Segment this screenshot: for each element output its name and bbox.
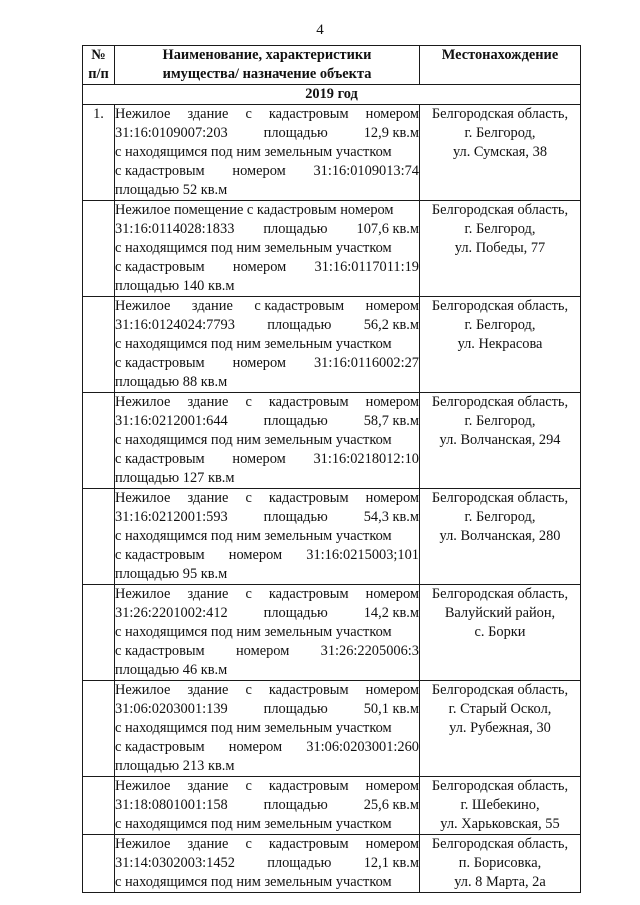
property-location bbox=[420, 201, 581, 297]
description-line: 31:16:0212001:593 площадью 54,3 кв.м bbox=[115, 509, 419, 525]
table-row bbox=[83, 105, 581, 201]
row-number bbox=[83, 681, 115, 777]
property-location bbox=[420, 105, 581, 201]
property-table bbox=[82, 45, 581, 893]
description-line: площадью 213 кв.м bbox=[115, 758, 235, 774]
row-number bbox=[83, 777, 115, 835]
description-line: Нежилое здание с кадастровым номером bbox=[115, 682, 419, 698]
property-description bbox=[115, 681, 420, 777]
location-line: г. Белгород, bbox=[464, 413, 536, 429]
location-line: г. Белгород, bbox=[464, 221, 536, 237]
description-line: 31:18:0801001:158 площадью 25,6 кв.м bbox=[115, 797, 419, 813]
description-line: с находящимся под ним земельным участком bbox=[115, 528, 392, 544]
row-number bbox=[83, 489, 115, 585]
description-line: с кадастровым номером 31:16:0215003;101 bbox=[115, 547, 419, 563]
table-row bbox=[83, 777, 581, 835]
description-line: 31:16:0114028:1833 площадью 107,6 кв.м bbox=[115, 221, 419, 237]
header-number: № п/п bbox=[83, 46, 115, 85]
location-line: Белгородская область, bbox=[431, 106, 569, 122]
description-line: с находящимся под ним земельным участком bbox=[115, 624, 392, 640]
property-description bbox=[115, 393, 420, 489]
location-line: Белгородская область, bbox=[431, 836, 569, 852]
description-line: площадью 52 кв.м bbox=[115, 182, 228, 198]
location-line: Белгородская область, bbox=[431, 394, 569, 410]
property-description bbox=[115, 201, 420, 297]
property-description bbox=[115, 585, 420, 681]
property-location bbox=[420, 835, 581, 893]
property-location bbox=[420, 393, 581, 489]
location-line: Белгородская область, bbox=[431, 490, 569, 506]
table-header-row bbox=[83, 46, 581, 85]
property-location bbox=[420, 777, 581, 835]
property-location bbox=[420, 297, 581, 393]
description-line: Нежилое здание с кадастровым номером bbox=[115, 836, 419, 852]
location-line: ул. Победы, 77 bbox=[454, 240, 546, 256]
row-number: 1. bbox=[83, 105, 115, 201]
description-line: с находящимся под ним земельным участком bbox=[115, 816, 392, 832]
description-line: Нежилое здание с кадастровым номером bbox=[115, 778, 419, 794]
header-name: Наименование, характеристики имущества/ назначение объекта bbox=[115, 46, 420, 85]
location-line: ул. Некрасова bbox=[457, 336, 543, 352]
description-line: с находящимся под ним земельным участком bbox=[115, 144, 392, 160]
description-line: с находящимся под ним земельным участком bbox=[115, 720, 392, 736]
row-number bbox=[83, 201, 115, 297]
location-line: ул. Рубежная, 30 bbox=[449, 720, 551, 736]
description-line: с кадастровым номером 31:16:0109013:74 bbox=[115, 163, 419, 179]
location-line: Белгородская область, bbox=[431, 682, 569, 698]
location-line: Белгородская область, bbox=[431, 298, 569, 314]
year-row bbox=[83, 85, 581, 105]
location-line: с. Борки bbox=[474, 624, 526, 640]
location-line: Белгородская область, bbox=[431, 202, 569, 218]
table-row bbox=[83, 489, 581, 585]
location-line: ул. Волчанская, 280 bbox=[439, 528, 561, 544]
description-line: площадью 140 кв.м bbox=[115, 278, 235, 294]
description-line: 31:14:0302003:1452 площадью 12,1 кв.м bbox=[115, 855, 419, 871]
property-description bbox=[115, 105, 420, 201]
description-line: с находящимся под ним земельным участком bbox=[115, 240, 392, 256]
property-description bbox=[115, 777, 420, 835]
location-line: ул. Харьковская, 55 bbox=[440, 816, 560, 832]
description-line: с находящимся под ним земельным участком bbox=[115, 874, 392, 890]
description-line: 31:06:0203001:139 площадью 50,1 кв.м bbox=[115, 701, 419, 717]
table-row bbox=[83, 393, 581, 489]
header-location: Местонахождение bbox=[420, 46, 581, 85]
location-line: ул. Сумская, 38 bbox=[452, 144, 548, 160]
description-line: площадью 127 кв.м bbox=[115, 470, 235, 486]
table-row bbox=[83, 835, 581, 893]
description-line: 31:16:0109007:203 площадью 12,9 кв.м bbox=[115, 125, 419, 141]
description-line: 31:16:0212001:644 площадью 58,7 кв.м bbox=[115, 413, 419, 429]
location-line: п. Борисовка, bbox=[458, 855, 542, 871]
row-number bbox=[83, 585, 115, 681]
location-line: г. Старый Оскол, bbox=[448, 701, 552, 717]
description-line: Нежилое здание с кадастровым номером bbox=[115, 298, 419, 314]
row-number bbox=[83, 393, 115, 489]
description-line: Нежилое помещение с кадастровым номером bbox=[115, 202, 394, 218]
property-description bbox=[115, 489, 420, 585]
description-line: с кадастровым номером 31:16:0218012:10 bbox=[115, 451, 419, 467]
description-line: с кадастровым номером 31:16:0116002:27 bbox=[115, 355, 419, 371]
location-line: Белгородская область, bbox=[431, 586, 569, 602]
table-row bbox=[83, 297, 581, 393]
description-line: Нежилое здание с кадастровым номером bbox=[115, 106, 419, 122]
location-line: г. Белгород, bbox=[464, 317, 536, 333]
description-line: Нежилое здание с кадастровым номером bbox=[115, 490, 419, 506]
description-line: с кадастровым номером 31:26:2205006:3 bbox=[115, 643, 419, 659]
location-line: г. Шебекино, bbox=[460, 797, 540, 813]
row-number bbox=[83, 835, 115, 893]
location-line: ул. Волчанская, 294 bbox=[439, 432, 561, 448]
description-line: 31:26:2201002:412 площадью 14,2 кв.м bbox=[115, 605, 419, 621]
property-location bbox=[420, 489, 581, 585]
description-line: с кадастровым номером 31:06:0203001:260 bbox=[115, 739, 419, 755]
page-number: 4 bbox=[316, 22, 324, 38]
location-line: г. Белгород, bbox=[464, 125, 536, 141]
year-label: 2019 год bbox=[83, 85, 581, 105]
property-description bbox=[115, 835, 420, 893]
description-line: площадью 95 кв.м bbox=[115, 566, 228, 582]
description-line: с кадастровым номером 31:16:0117011:19 bbox=[115, 259, 419, 275]
property-description bbox=[115, 297, 420, 393]
property-location bbox=[420, 681, 581, 777]
description-line: площадью 46 кв.м bbox=[115, 662, 228, 678]
location-line: ул. 8 Марта, 2а bbox=[454, 874, 546, 890]
description-line: Нежилое здание с кадастровым номером bbox=[115, 586, 419, 602]
table-row bbox=[83, 681, 581, 777]
location-line: Валуйский район, bbox=[444, 605, 556, 621]
description-line: Нежилое здание с кадастровым номером bbox=[115, 394, 419, 410]
row-number bbox=[83, 297, 115, 393]
location-line: г. Белгород, bbox=[464, 509, 536, 525]
description-line: площадью 88 кв.м bbox=[115, 374, 228, 390]
table-row bbox=[83, 201, 581, 297]
table-row bbox=[83, 585, 581, 681]
property-location bbox=[420, 585, 581, 681]
description-line: с находящимся под ним земельным участком bbox=[115, 336, 392, 352]
location-line: Белгородская область, bbox=[431, 778, 569, 794]
description-line: с находящимся под ним земельным участком bbox=[115, 432, 392, 448]
description-line: 31:16:0124024:7793 площадью 56,2 кв.м bbox=[115, 317, 419, 333]
